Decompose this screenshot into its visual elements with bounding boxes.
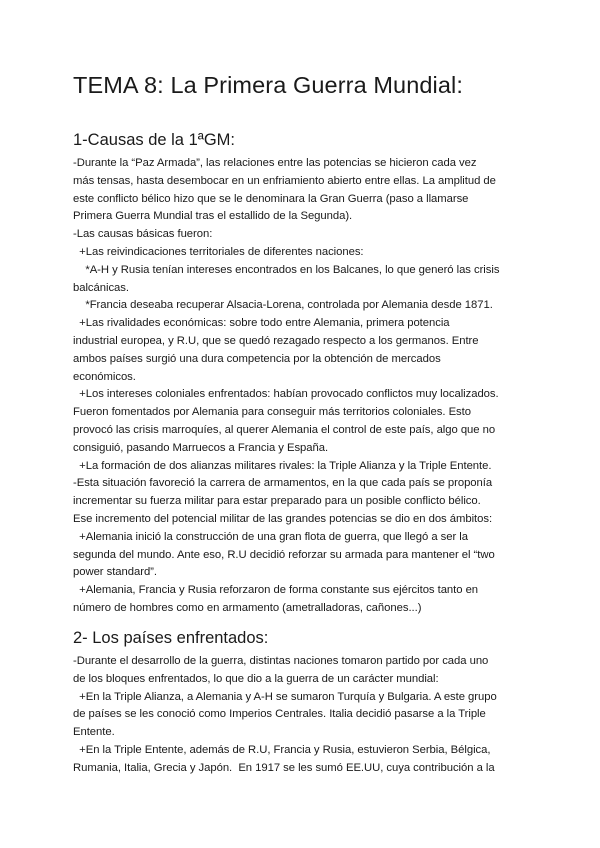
text-line: Entente. xyxy=(73,726,115,739)
section-heading-causes: 1-Causas de la 1ªGM: xyxy=(73,131,236,149)
text-line: -Esta situación favoreció la carrera de armamentos, en la que cada país se proponía xyxy=(73,477,493,490)
text-line: de los bloques enfrentados, lo que dio a la guerra de un carácter mundial: xyxy=(73,672,439,685)
text-line: +En la Triple Alianza, a Alemania y A-H se sumaron Turquía y Bulgaria. A este grupo xyxy=(73,690,497,703)
text-line: balcánicas. xyxy=(73,281,129,294)
text-line: de países se les conoció como Imperios Centrales. Italia decidió pasarse a la Triple xyxy=(73,708,486,721)
text-line: más tensas, hasta desembocar en un enfriamiento abierto entre ellas. La amplitud de xyxy=(73,174,496,187)
text-line: consiguió, pasando Marruecos a Francia y España. xyxy=(73,441,329,454)
text-line: Primera Guerra Mundial tras el estallido de la Segunda). xyxy=(73,210,353,223)
section-heading-countries: 2- Los países enfrentados: xyxy=(73,629,269,647)
text-line: número de hombres como en armamento (ametralladoras, cañones...) xyxy=(73,602,422,614)
text-line: Rumania, Italia, Grecia y Japón. En 1917 se les sumó EE.UU, cuya contribución a la xyxy=(73,761,495,774)
text-line: económicos. xyxy=(73,370,136,383)
text-line: +La formación de dos alianzas militares rivales: la Triple Alianza y la Triple Entente. xyxy=(73,459,492,472)
text-line: industrial europea, y R.U, que se quedó rezagado respecto a los germanos. Entre xyxy=(73,335,479,347)
text-line: +Las rivalidades económicas: sobre todo entre Alemania, primera potencia xyxy=(73,317,450,330)
text-line: incrementar su fuerza militar para estar preparado para un posible conflicto bélico. xyxy=(73,495,481,508)
text-line: provocó las crisis marroquíes, al querer Alemania el control de este país, algo que no xyxy=(73,424,496,436)
text-line: +Alemania inició la construcción de una gran flota de guerra, que llegó a ser la xyxy=(73,530,468,543)
text-line: -Durante la “Paz Armada”, las relaciones entre las potencias se hicieron cada vez xyxy=(73,157,477,169)
text-line: -Durante el desarrollo de la guerra, distintas naciones tomaron partido por cada uno xyxy=(73,655,489,667)
page-title: TEMA 8: La Primera Guerra Mundial: xyxy=(73,72,463,98)
text-line: +Alemania, Francia y Rusia reforzaron de forma constante sus ejércitos tanto en xyxy=(73,584,479,597)
text-line: ambos países surgió una dura competencia por la obtención de mercados xyxy=(73,352,441,365)
text-line: power standard”. xyxy=(73,566,157,579)
text-line: *A-H y Rusia tenían intereses encontrados en los Balcanes, lo que generó las crisis xyxy=(73,263,500,276)
text-line: *Francia deseaba recuperar Alsacia-Lorena, controlada por Alemania desde 1871. xyxy=(73,299,493,312)
text-line: segunda del mundo. Ante eso, R.U decidió reforzar su armada para mantener el “two xyxy=(73,548,495,561)
text-line: este conflicto bélico hizo que se le denominara la Gran Guerra (paso a llamarse xyxy=(73,192,469,205)
text-line: -Las causas básicas fueron: xyxy=(73,228,213,241)
text-line: +En la Triple Entente, además de R.U, Francia y Rusia, estuvieron Serbia, Bélgica, xyxy=(73,744,491,756)
text-line: +Los intereses coloniales enfrentados: habían provocado conflictos muy localizados. xyxy=(73,388,499,401)
text-line: Ese incremento del potencial militar de las grandes potencias se dio en dos ámbitos: xyxy=(73,513,493,525)
text-line: Fueron fomentados por Alemania para conseguir más territorios coloniales. Esto xyxy=(73,406,471,419)
text-line: +Las reivindicaciones territoriales de diferentes naciones: xyxy=(73,246,364,258)
